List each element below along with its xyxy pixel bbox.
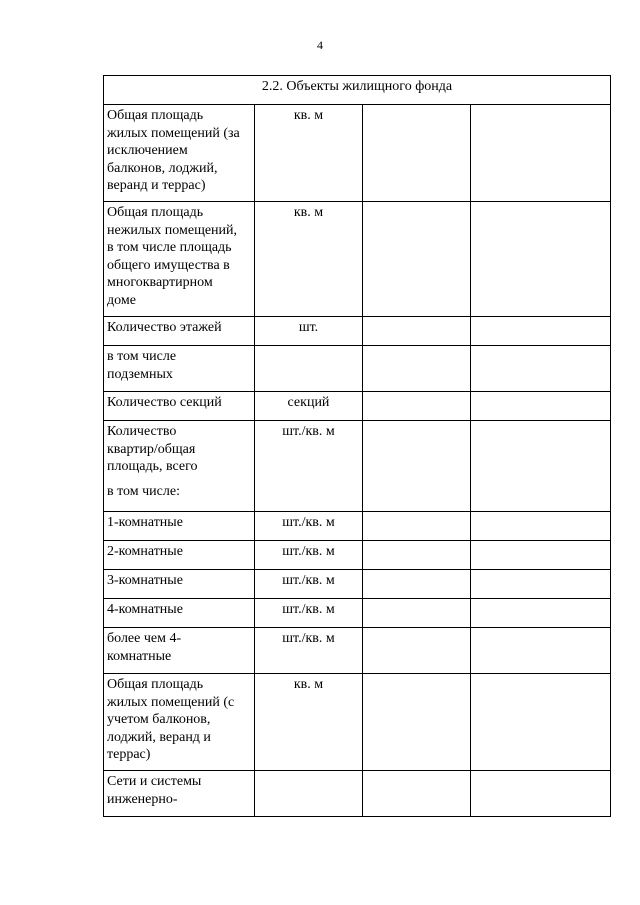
row-label bbox=[104, 346, 255, 392]
row-label-text: Общая площадь жилых помещений (с учетом балконов, лоджий, веранд и террас) bbox=[107, 677, 235, 762]
row-value-cell[interactable] bbox=[363, 771, 471, 817]
row-unit: шт. bbox=[255, 317, 363, 346]
row-label-text: 3-комнатные bbox=[107, 573, 183, 588]
row-value-cell[interactable] bbox=[471, 392, 611, 421]
table-row bbox=[104, 570, 611, 599]
row-value-cell[interactable] bbox=[363, 346, 471, 392]
row-value-cell[interactable] bbox=[471, 599, 611, 628]
row-label-text: 2-комнатные bbox=[107, 544, 183, 559]
row-value-cell[interactable] bbox=[363, 628, 471, 674]
row-label bbox=[104, 674, 255, 771]
row-value-cell[interactable] bbox=[471, 628, 611, 674]
section-title: 2.2. Объекты жилищного фонда bbox=[104, 76, 611, 105]
row-label bbox=[104, 317, 255, 346]
row-label bbox=[104, 105, 255, 202]
row-label bbox=[104, 599, 255, 628]
row-unit: кв. м bbox=[255, 674, 363, 771]
row-value-cell[interactable] bbox=[363, 317, 471, 346]
section-header-row bbox=[104, 76, 611, 105]
row-label-text: Количество квартир/общая площадь, всего bbox=[107, 424, 198, 474]
row-label bbox=[104, 512, 255, 541]
row-unit: кв. м bbox=[255, 105, 363, 202]
row-value-cell[interactable] bbox=[363, 512, 471, 541]
row-label bbox=[104, 628, 255, 674]
row-label-text: Общая площадь жилых помещений (за исключением балконов, лоджий, веранд и террас) bbox=[107, 108, 240, 193]
row-value-cell[interactable] bbox=[471, 317, 611, 346]
page-number: 4 bbox=[317, 38, 323, 52]
table-row bbox=[104, 628, 611, 674]
row-unit: шт./кв. м bbox=[255, 512, 363, 541]
row-value-cell[interactable] bbox=[363, 570, 471, 599]
row-label-text: в том числе подземных bbox=[107, 349, 177, 382]
table-row bbox=[104, 317, 611, 346]
row-value-cell[interactable] bbox=[363, 421, 471, 512]
row-label bbox=[104, 541, 255, 570]
row-value-cell[interactable] bbox=[471, 570, 611, 599]
row-label bbox=[104, 421, 255, 512]
row-unit: шт./кв. м bbox=[255, 599, 363, 628]
row-label bbox=[104, 771, 255, 817]
row-value-cell[interactable] bbox=[471, 512, 611, 541]
row-label-text: Количество этажей bbox=[107, 320, 222, 335]
row-unit: шт./кв. м bbox=[255, 570, 363, 599]
row-unit bbox=[255, 771, 363, 817]
row-unit: шт./кв. м bbox=[255, 541, 363, 570]
row-label bbox=[104, 570, 255, 599]
row-value-cell[interactable] bbox=[363, 674, 471, 771]
row-value-cell[interactable] bbox=[471, 771, 611, 817]
table-row bbox=[104, 105, 611, 202]
row-value-cell[interactable] bbox=[363, 599, 471, 628]
row-value-cell[interactable] bbox=[471, 421, 611, 512]
row-label-text: 4-комнатные bbox=[107, 602, 183, 617]
row-value-cell[interactable] bbox=[471, 541, 611, 570]
row-value-cell[interactable] bbox=[471, 202, 611, 317]
row-unit: кв. м bbox=[255, 202, 363, 317]
row-value-cell[interactable] bbox=[471, 105, 611, 202]
row-label bbox=[104, 202, 255, 317]
row-value-cell[interactable] bbox=[363, 541, 471, 570]
row-value-cell[interactable] bbox=[363, 105, 471, 202]
table-row bbox=[104, 346, 611, 392]
row-value-cell[interactable] bbox=[363, 202, 471, 317]
row-unit: шт./кв. м bbox=[255, 628, 363, 674]
row-value-cell[interactable] bbox=[471, 346, 611, 392]
table-row bbox=[104, 541, 611, 570]
row-label-text: Количество секций bbox=[107, 395, 222, 410]
row-label-text: 1-комнатные bbox=[107, 515, 183, 530]
row-label-text: Сети и системы инженерно- bbox=[107, 774, 202, 807]
row-label bbox=[104, 392, 255, 421]
table-row bbox=[104, 599, 611, 628]
row-unit bbox=[255, 346, 363, 392]
row-sub-note: в том числе: bbox=[107, 483, 180, 499]
table-row bbox=[104, 512, 611, 541]
table-row bbox=[104, 392, 611, 421]
row-unit: секций bbox=[255, 392, 363, 421]
row-unit: шт./кв. м bbox=[255, 421, 363, 512]
row-label-text: Общая площадь нежилых помещений, в том числе площадь общего имущества в многоквартирном доме bbox=[107, 205, 238, 308]
row-value-cell[interactable] bbox=[363, 392, 471, 421]
row-label-text: более чем 4- комнатные bbox=[107, 631, 182, 664]
table-row bbox=[104, 202, 611, 317]
housing-objects-table bbox=[103, 75, 611, 817]
table-row bbox=[104, 421, 611, 512]
row-value-cell[interactable] bbox=[471, 674, 611, 771]
table-row bbox=[104, 771, 611, 817]
table-row bbox=[104, 674, 611, 771]
